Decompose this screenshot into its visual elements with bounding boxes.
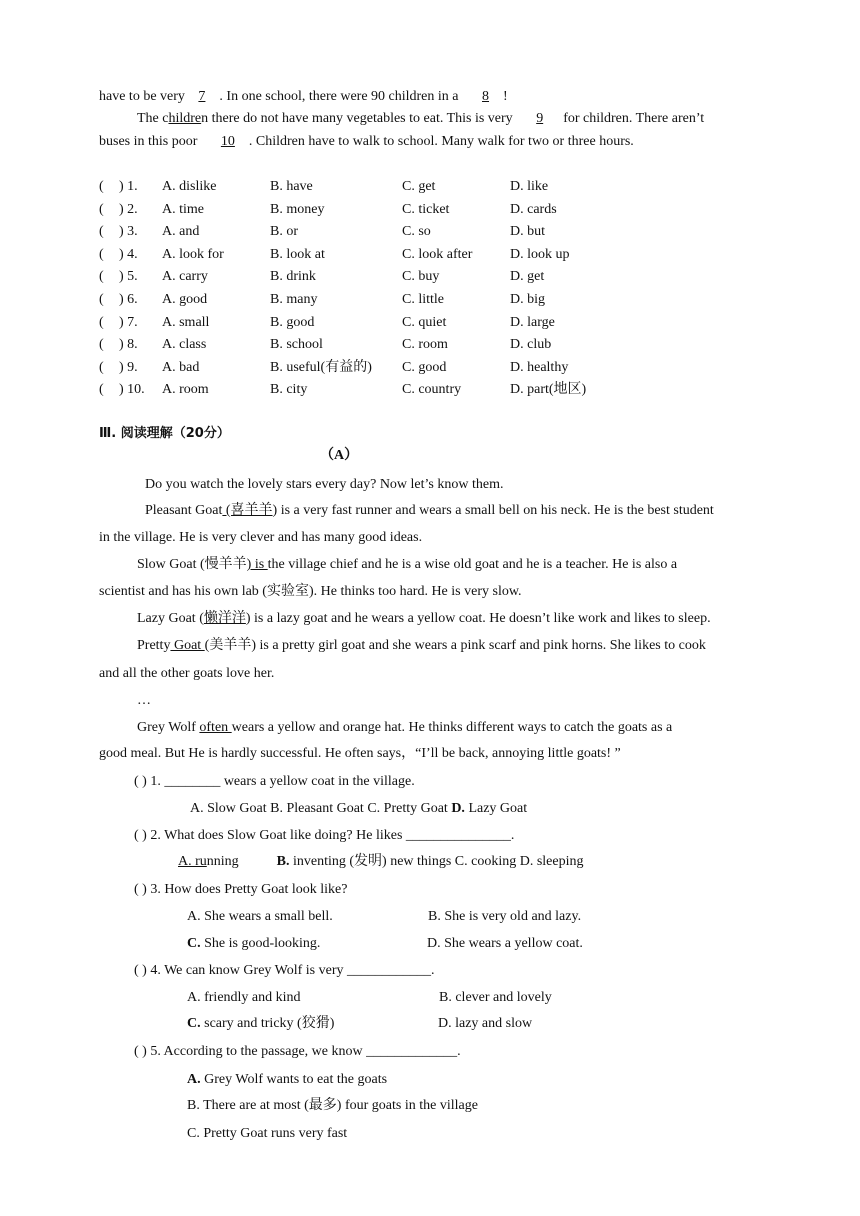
blank-underline [239,134,249,149]
option-letter: B. [276,854,290,869]
question-4-option-d: D. lazy and slow [438,1016,533,1031]
text: n there do not have many vegetables to eat. This is very [201,111,517,126]
blank-10: 10 [220,134,235,149]
text: nning [206,854,239,869]
reading-p5-line1 [137,639,706,653]
text: inventing (发明) new things C. cooking D. sleeping [289,854,584,869]
cloze-option-d: D. cards [510,201,557,217]
cloze-option-c: C. look after [402,246,473,262]
cloze-option-a: A. room [162,382,209,398]
text: Lazy Goat [464,801,528,816]
cloze-option-d: D. look up [510,246,570,262]
cloze-number: ) 1. [119,179,138,194]
cloze-answer-paren: ( [99,292,104,307]
blank-underline [493,89,503,104]
question-4-option-c [187,1017,334,1031]
cloze-option-a: A. and [162,224,200,240]
underlined-text: (喜羊羊 [222,503,273,518]
cloze-option-c: C. little [402,292,444,307]
cloze-option-a: A. small [162,314,210,330]
cloze-answer-paren: ( [99,269,104,285]
underlined-text: hildre [168,111,202,126]
cloze-option-b: B. useful(有益的) [270,359,372,375]
underlined-text: ) is [246,557,268,572]
cloze-option-c: C. room [402,337,448,353]
blank-underline [209,89,219,104]
underlined-text: Goat [170,638,205,653]
cloze-answer-paren: ( [99,179,104,194]
question-2: ( ) 2. What does Slow Goat like doing? He likes _______________. [134,828,515,843]
cloze-option-b: B. city [270,382,308,398]
option-letter: C. [187,1016,201,1031]
cloze-option-a: A. dislike [162,179,217,194]
question-3-option-d: D. She wears a yellow coat. [427,936,583,951]
cloze-option-b: B. school [270,337,323,353]
cloze-answer-paren: ( [99,201,104,217]
text: for children. There aren’t [563,111,705,126]
text: Pleasant Goat [145,503,223,518]
text: Grey Wolf [137,720,200,735]
cloze-option-d: D. large [510,314,555,330]
question-2-options [178,855,583,869]
reading-p6-line2: good meal. But He is hardly successful. He often says，“I’ll be back, annoying little goats! ” [99,746,621,761]
cloze-option-d: D. healthy [510,359,569,375]
question-3-option-a: A. She wears a small bell. [187,909,333,924]
section-heading: Ⅲ. 阅读理解（20分） [99,426,230,441]
reading-p4 [137,612,711,626]
reading-p1: Do you watch the lovely stars every day? Now let’s know them. [145,477,504,492]
cloze-option-d: D. get [510,269,545,285]
cloze-option-b: B. have [270,179,313,194]
question-3-option-c [187,937,320,951]
blank-9: 9 [536,111,544,126]
question-4: ( ) 4. We can know Grey Wolf is very ____________. [134,963,435,978]
cloze-option-c: C. good [402,359,447,375]
cloze-option-c: C. quiet [402,314,447,330]
cloze-option-c: C. ticket [402,201,450,217]
text: The c [137,111,169,126]
cloze-number: ) 5. [119,269,138,285]
text: A. Slow Goat B. Pleasant Goat C. Pretty Goat [190,801,452,816]
cloze-option-a: A. class [162,337,207,353]
question-5-option-c: C. Pretty Goat runs very fast [187,1126,348,1141]
cloze-option-c: C. country [402,382,462,398]
blank-8: 8 [482,89,490,104]
passage-line-3 [99,135,634,149]
underlined-text: A. ru [178,854,207,869]
question-5-option-a [187,1073,387,1087]
option-letter: C. [187,936,201,951]
text: ) is a very fast runner and wears a small bell on his neck. He is the best student [272,503,714,518]
cloze-number: ) 3. [119,224,138,240]
text: ) is a lazy goat and he wears a yellow coat. He doesn’t like work and likes to sleep. [245,611,711,626]
text: have to be very [99,89,189,104]
question-3: ( ) 3. How does Pretty Goat look like? [134,882,348,897]
cloze-option-a: A. look for [162,246,224,262]
blank-underline [547,111,563,126]
reading-p2-line1 [145,504,714,518]
cloze-option-a: A. carry [162,269,208,285]
text: Lazy Goat ( [137,611,204,626]
cloze-option-b: B. good [270,314,315,330]
text: . Children have to walk to school. Many walk for two or three hours. [248,134,634,149]
cloze-number: ) 10. [119,382,145,398]
cloze-option-b: B. or [270,224,298,240]
cloze-number: ) 8. [119,337,138,353]
option-letter: A. [187,1072,201,1087]
cloze-number: ) 9. [119,359,138,375]
cloze-number: ) 2. [119,201,138,217]
cloze-option-d: D. club [510,337,552,353]
question-4-option-a: A. friendly and kind [187,990,301,1005]
underlined-text: often [199,720,232,735]
cloze-number: ) 4. [119,246,138,262]
text: wears a yellow and orange hat. He thinks different ways to catch the goats as a [231,720,673,735]
text: Slow Goat (慢羊羊 [137,557,247,572]
text: Pretty [137,638,171,653]
reading-p3-line1 [137,558,677,572]
cloze-option-b: B. look at [270,246,325,262]
question-5-option-b: B. There are at most (最多) four goats in the village [187,1098,478,1113]
cloze-option-c: C. buy [402,269,440,285]
text: Grey Wolf wants to eat the goats [200,1072,388,1087]
cloze-answer-paren: ( [99,224,104,240]
text: scary and tricky (狡猾) [200,1016,335,1031]
text: She is good-looking. [200,936,321,951]
cloze-option-b: B. money [270,201,325,217]
cloze-answer-paren: ( [99,382,104,398]
cloze-option-c: C. get [402,179,436,194]
text: . In one school, there were 90 children in a [219,89,463,104]
underlined-text: 懒洋洋 [203,611,246,626]
cloze-answer-paren: ( [99,314,104,330]
text: (美羊羊) is a pretty girl goat and she wears a pink scarf and pink horns. She likes to cook [204,638,706,653]
cloze-answer-paren: ( [99,337,104,353]
section-sub: （A） [320,448,359,463]
cloze-option-a: A. bad [162,359,200,375]
cloze-option-b: B. drink [270,269,316,285]
reading-p5-line2: and all the other goats love her. [99,666,275,681]
question-1: ( ) 1. ________ wears a yellow coat in the village. [134,774,415,789]
cloze-answer-paren: ( [99,359,104,375]
passage-line-1 [99,90,508,104]
question-1-options [190,802,527,816]
cloze-option-a: A. good [162,292,208,307]
cloze-option-d: D. big [510,292,545,307]
reading-p2-line2: in the village. He is very clever and has many good ideas. [99,530,423,545]
text: buses in this poor [99,134,201,149]
text: the village chief and he is a wise old goat and he is a teacher. He is also a [267,557,678,572]
question-3-option-b: B. She is very old and lazy. [428,909,582,924]
cloze-option-a: A. time [162,201,204,217]
reading-ellipsis: … [137,693,151,708]
question-4-option-b: B. clever and lovely [439,990,552,1005]
cloze-option-d: D. like [510,179,549,194]
cloze-option-b: B. many [270,292,318,307]
cloze-number: ) 6. [119,292,138,307]
blank-7: 7 [198,89,206,104]
cloze-option-d: D. part(地区) [510,382,587,398]
question-5: ( ) 5. According to the passage, we know _____________. [134,1044,461,1059]
cloze-number: ) 7. [119,314,138,330]
cloze-answer-paren: ( [99,246,104,262]
cloze-option-c: C. so [402,224,431,240]
passage-line-2 [137,112,704,126]
reading-p3-line2: scientist and has his own lab (实验室). He thinks too hard. He is very slow. [99,584,522,599]
reading-p6-line1 [137,721,672,735]
option-letter: D. [451,801,465,816]
cloze-option-d: D. but [510,224,545,240]
text: ! [503,89,508,104]
